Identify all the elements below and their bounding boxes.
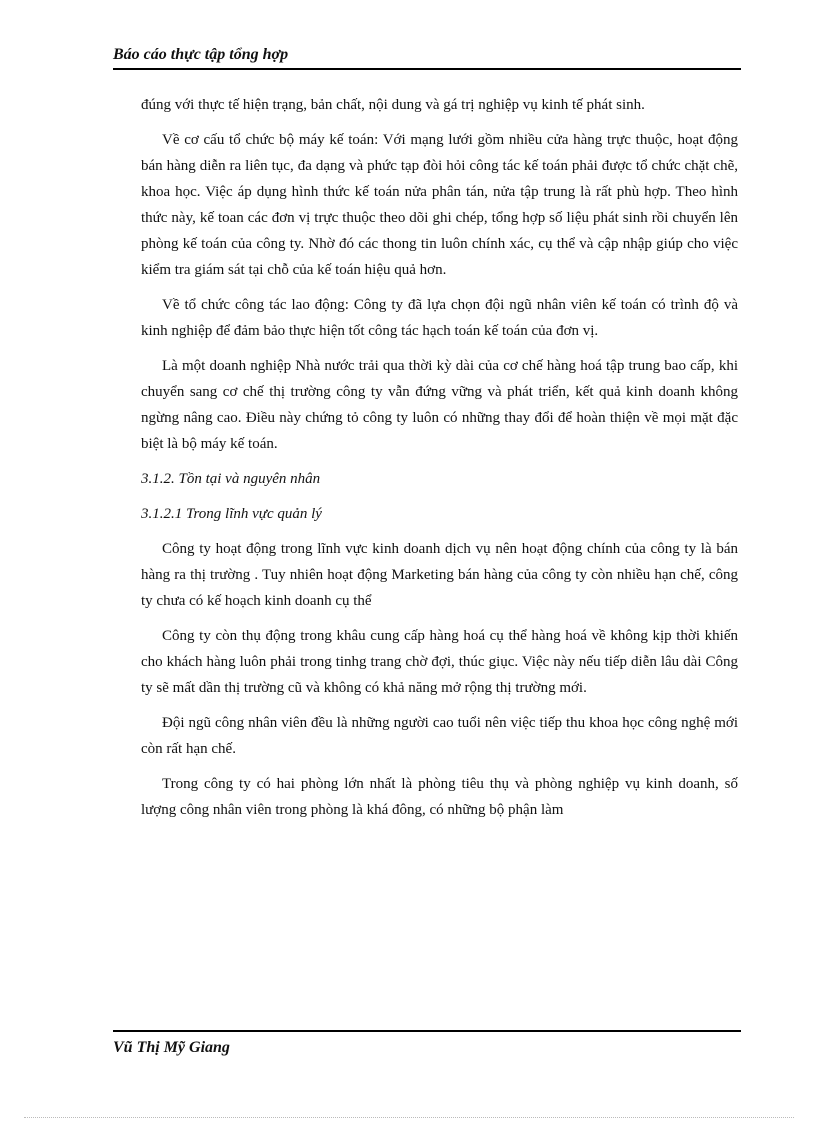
paragraph: Công ty còn thụ động trong khâu cung cấp hàng hoá cụ thể hàng hoá về không kịp thời khiến cho khách hàng luôn phải trong tinhg trang chờ đợi, thúc giục. Việc này nếu tiếp diễn lâu dài Công ty sẽ mất dần thị trường cũ và không có khả năng mở rộng thị trường mới.: [141, 628, 738, 696]
paragraph: đúng với thực tế hiện trạng, bản chất, nội dung và gá trị nghiệp vụ kinh tế phát sinh.: [141, 97, 645, 113]
paragraph: Công ty hoạt động trong lĩnh vực kinh doanh dịch vụ nên hoạt động chính của công ty là bán hàng ra thị trường . Tuy nhiên hoạt động Marketing bán hàng của công ty còn nhiều hạn chế, công ty chưa có kế hoạch kinh doanh cụ thể: [141, 541, 738, 609]
paragraph: Về cơ cấu tổ chức bộ máy kế toán: Với mạng lưới gồm nhiều cửa hàng trực thuộc, hoạt động bán hàng diễn ra liên tục, đa dạng và phức tạp đòi hỏi công tác kế toán phải được tổ chức chặt chẽ, khoa học. Việc áp dụng hình thức kế toán nửa phân tán, nửa tập trung là rất phù hợp. Theo hình thức này, kế toan các đơn vị trực thuộc theo dõi ghi chép, tổng hợp số liệu phát sinh rồi chuyển lên phòng kế toán của công ty. Nhờ đó các thong tin luôn chính xác, cụ thể và cập nhập giúp cho việc kiểm tra giám sát tại chỗ của kế toán hiệu quả hơn.: [141, 132, 738, 278]
section-heading: 3.1.2. Tồn tại và nguyên nhân: [141, 471, 321, 487]
paragraph: Trong công ty có hai phòng lớn nhất là phòng tiêu thụ và phòng nghiệp vụ kinh doanh, số lượng công nhân viên trong phòng là khá đông, có những bộ phận làm: [141, 776, 738, 818]
page-header: [113, 44, 741, 70]
page-footer: [113, 1030, 741, 1059]
subsection-heading: 3.1.2.1 Trong lĩnh vực quản lý: [141, 506, 322, 522]
paragraph: Đội ngũ công nhân viên đều là những người cao tuổi nên việc tiếp thu khoa học công nghệ mới còn rất hạn chế.: [141, 715, 738, 757]
report-title: Báo cáo thực tập tổng hợp: [113, 46, 289, 63]
paragraph: Về tổ chức công tác lao động: Công ty đã lựa chọn đội ngũ nhân viên kế toán có trình độ và kinh nghiệp để đảm bảo thực hiện tốt công tác hạch toán kế toán của đơn vị.: [141, 297, 738, 339]
page-edge-divider: [24, 1117, 794, 1118]
document-body: [141, 92, 738, 832]
author-name: Vũ Thị Mỹ Giang: [113, 1039, 230, 1056]
paragraph: Là một doanh nghiệp Nhà nước trải qua thời kỳ dài của cơ chế hàng hoá tập trung bao cấp, khi chuyển sang cơ chế thị trường công ty vẫn đứng vững và phát triển, kết quả kinh doanh không ngừng nâng cao. Điều này chứng tỏ công ty luôn có những thay đổi để hoàn thiện về mọi mặt đặc biệt là bộ máy kế toán.: [141, 358, 738, 452]
